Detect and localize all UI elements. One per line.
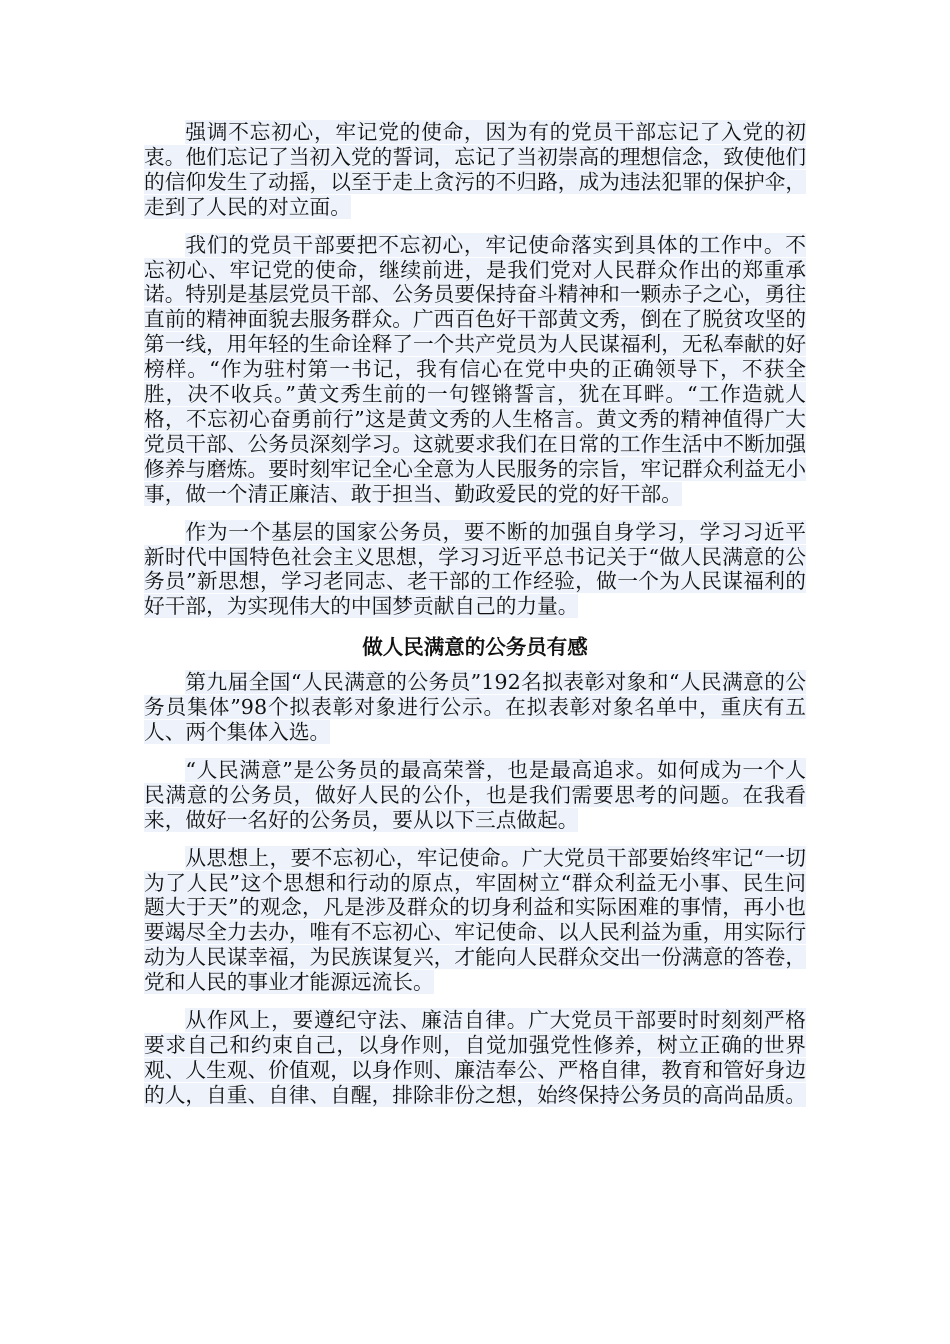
paragraph-3: 作为一个基层的国家公务员，要不断的加强自身学习，学习习近平新时代中国特色社会主义思想，学习习近平总书记关于“做人民满意的公务员”新思想，学习老同志、老干部的工作经验，做一个为人民谋福利的好干部，为实现伟大的中国梦贡献自己的力量。	[144, 519, 806, 619]
paragraph-5: “人民满意”是公务员的最高荣誉，也是最高追求。如何成为一个人民满意的公务员，做好人民的公仆，也是我们需要思考的问题。在我看来，做好一名好的公务员，要从以下三点做起。	[144, 757, 806, 832]
paragraph-1: 强调不忘初心，牢记党的使命，因为有的党员干部忘记了入党的初衷。他们忘记了当初入党的誓词，忘记了当初崇高的理想信念，致使他们的信仰发生了动摇，以至于走上贪污的不归路，成为违法犯罪的保护伞，走到了人民的对立面。	[144, 120, 807, 219]
document-page	[144, 120, 806, 1121]
paragraph-4: 第九届全国“人民满意的公务员”192名拟表彰对象和“人民满意的公务员集体”98个拟表彰对象进行公示。在拟表彰对象名单中，重庆有五人、两个集体入选。	[144, 670, 806, 745]
paragraph-2: 我们的党员干部要把不忘初心，牢记使命落实到具体的工作中。不忘初心、牢记党的使命，继续前进，是我们党对人民群众作出的郑重承诺。特别是基层党员干部、公务员要保持奋斗精神和一颗赤子之心，勇往直前的精神面貌去服务群众。广西百色好干部黄文秀，倒在了脱贫攻坚的第一线，用年轻的生命诠释了一个共产党员为人民谋福利，无私奉献的好榜样。“作为驻村第一书记，我有信心在党中央的正确领导下，不获全胜，决不收兵。”黄文秀生前的一句铿锵誓言，犹在耳畔。“工作造就人格，不忘初心奋勇前行”这是黄文秀的人生格言。黄文秀的精神值得广大党员干部、公务员深刻学习。这就要求我们在日常的工作生活中不断加强修养与磨炼。要时刻牢记全心全意为人民服务的宗旨，牢记群众利益无小事，做一个清正廉洁、敢于担当、勤政爱民的党的好干部。	[144, 232, 807, 506]
paragraph-6: 从思想上，要不忘初心，牢记使命。广大党员干部要始终牢记“一切为了人民”这个思想和行动的原点，牢固树立“群众利益无小事、民生问题大于天”的观念，凡是涉及群众的切身利益和实际困难的事情，再小也要竭尽全力去办，唯有不忘初心、牢记使命、以人民利益为重，用实际行动为人民谋幸福，为民族谋复兴，才能向人民群众交出一份满意的答卷，党和人民的事业才能源远流长。	[144, 845, 807, 995]
paragraph-7: 从作风上，要遵纪守法、廉洁自律。广大党员干部要时时刻刻严格要求自己和约束自己，以身作则，自觉加强党性修养，树立正确的世界观、人生观、价值观，以身作则、廉洁奉公、严格自律，教育和管好身边的人，自重、自律、自醒，排除非份之想，始终保持公务员的高尚品质。	[144, 1008, 807, 1107]
section-heading: 做人民满意的公务员有感	[362, 635, 588, 660]
